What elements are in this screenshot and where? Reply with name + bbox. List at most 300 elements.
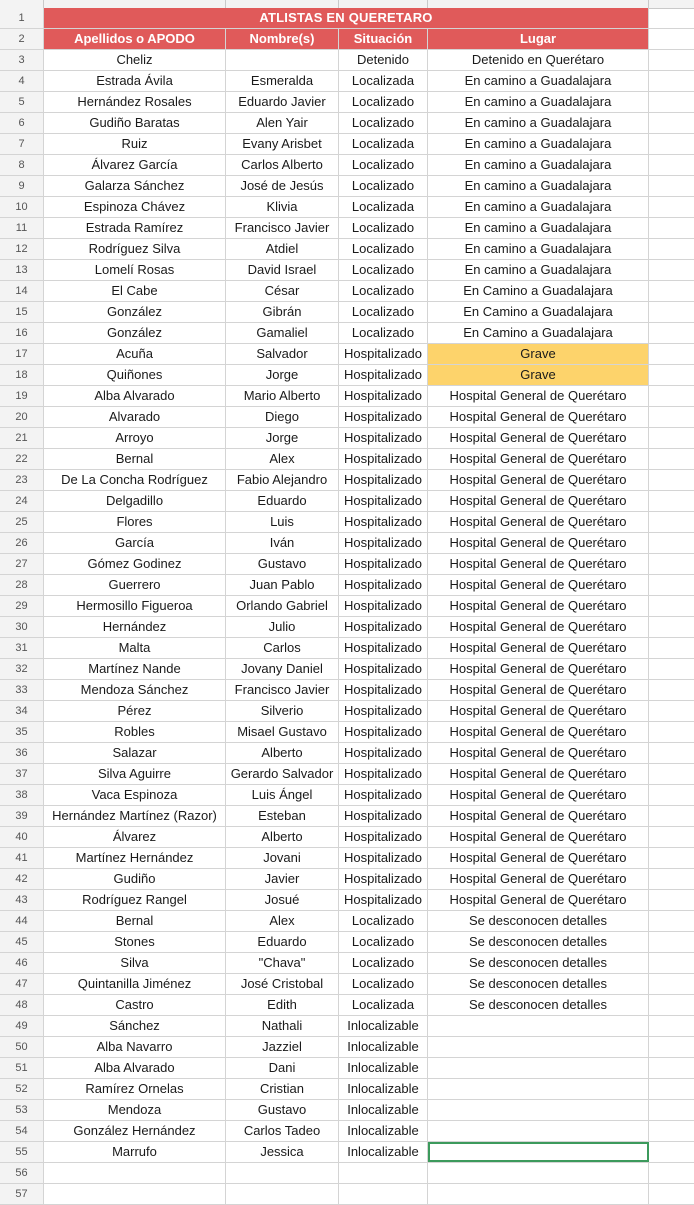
cell-nombre[interactable]: Carlos Alberto xyxy=(226,155,339,175)
cell-empty[interactable] xyxy=(649,533,694,553)
cell-lugar[interactable]: En Camino a Guadalajara xyxy=(428,281,649,301)
cell-apellidos[interactable]: Marrufo xyxy=(44,1142,226,1162)
cell-apellidos[interactable]: Quintanilla Jiménez xyxy=(44,974,226,994)
cell-apellidos[interactable]: Gudiño xyxy=(44,869,226,889)
cell-situacion[interactable]: Localizado xyxy=(339,218,428,238)
cell-empty[interactable] xyxy=(649,911,694,931)
cell-empty[interactable] xyxy=(649,827,694,847)
cell-apellidos[interactable]: Martínez Hernández xyxy=(44,848,226,868)
cell-apellidos[interactable]: González Hernández xyxy=(44,1121,226,1141)
cell-empty[interactable] xyxy=(649,596,694,616)
cell-lugar[interactable]: En camino a Guadalajara xyxy=(428,71,649,91)
cell-situacion[interactable]: Localizado xyxy=(339,302,428,322)
cell-lugar[interactable] xyxy=(428,1079,649,1099)
cell-lugar[interactable] xyxy=(428,1184,649,1204)
cell-situacion[interactable]: Hospitalizado xyxy=(339,869,428,889)
cell-nombre[interactable]: Eduardo Javier xyxy=(226,92,339,112)
row-number[interactable]: 15 xyxy=(0,302,44,322)
cell-situacion[interactable]: Hospitalizado xyxy=(339,449,428,469)
cell-nombre[interactable]: Cristian xyxy=(226,1079,339,1099)
cell-lugar[interactable]: Hospital General de Querétaro xyxy=(428,470,649,490)
row-number[interactable]: 39 xyxy=(0,806,44,826)
cell-lugar[interactable]: Hospital General de Querétaro xyxy=(428,701,649,721)
cell-lugar[interactable]: Hospital General de Querétaro xyxy=(428,806,649,826)
cell-lugar[interactable]: En Camino a Guadalajara xyxy=(428,323,649,343)
row-number[interactable]: 12 xyxy=(0,239,44,259)
cell-empty[interactable] xyxy=(649,176,694,196)
cell-nombre[interactable]: Gerardo Salvador xyxy=(226,764,339,784)
cell-lugar[interactable]: Se desconocen detalles xyxy=(428,932,649,952)
cell-apellidos[interactable]: Estrada Ramírez xyxy=(44,218,226,238)
cell-apellidos[interactable]: Espinoza Chávez xyxy=(44,197,226,217)
cell-nombre[interactable]: Josué xyxy=(226,890,339,910)
cell-apellidos[interactable]: Mendoza Sánchez xyxy=(44,680,226,700)
cell-lugar[interactable]: Se desconocen detalles xyxy=(428,974,649,994)
cell-situacion[interactable]: Inlocalizable xyxy=(339,1037,428,1057)
cell-situacion[interactable]: Hospitalizado xyxy=(339,554,428,574)
cell-apellidos[interactable]: Alvarado xyxy=(44,407,226,427)
cell-situacion[interactable]: Localizada xyxy=(339,995,428,1015)
cell-lugar[interactable]: Se desconocen detalles xyxy=(428,953,649,973)
cell-empty[interactable] xyxy=(649,953,694,973)
cell-lugar[interactable]: Hospital General de Querétaro xyxy=(428,638,649,658)
cell-situacion[interactable]: Hospitalizado xyxy=(339,386,428,406)
cell-nombre[interactable] xyxy=(226,1163,339,1183)
cell-apellidos[interactable]: Gudiño Baratas xyxy=(44,113,226,133)
cell-situacion[interactable]: Localizada xyxy=(339,197,428,217)
cell-lugar[interactable]: Hospital General de Querétaro xyxy=(428,848,649,868)
cell-situacion[interactable]: Hospitalizado xyxy=(339,743,428,763)
cell-apellidos[interactable]: Estrada Ávila xyxy=(44,71,226,91)
row-number[interactable]: 6 xyxy=(0,113,44,133)
row-number[interactable]: 38 xyxy=(0,785,44,805)
row-number[interactable]: 36 xyxy=(0,743,44,763)
cell-empty[interactable] xyxy=(649,995,694,1015)
cell-nombre[interactable]: Fabio Alejandro xyxy=(226,470,339,490)
cell-nombre[interactable]: Eduardo xyxy=(226,932,339,952)
cell-nombre[interactable]: Misael Gustavo xyxy=(226,722,339,742)
cell-empty[interactable] xyxy=(649,386,694,406)
row-number[interactable]: 5 xyxy=(0,92,44,112)
cell-lugar[interactable]: Hospital General de Querétaro xyxy=(428,659,649,679)
cell-nombre[interactable]: César xyxy=(226,281,339,301)
cell-empty[interactable] xyxy=(649,974,694,994)
row-number[interactable]: 46 xyxy=(0,953,44,973)
cell-nombre[interactable]: Alex xyxy=(226,449,339,469)
cell-apellidos[interactable]: Hermosillo Figueroa xyxy=(44,596,226,616)
cell-lugar[interactable]: En Camino a Guadalajara xyxy=(428,302,649,322)
cell-lugar[interactable]: Hospital General de Querétaro xyxy=(428,575,649,595)
cell-nombre[interactable]: Alberto xyxy=(226,827,339,847)
cell-lugar[interactable]: Hospital General de Querétaro xyxy=(428,764,649,784)
cell-lugar[interactable]: En camino a Guadalajara xyxy=(428,197,649,217)
row-number[interactable]: 8 xyxy=(0,155,44,175)
row-number[interactable]: 26 xyxy=(0,533,44,553)
row-number[interactable]: 3 xyxy=(0,50,44,70)
cell-apellidos[interactable]: Alba Alvarado xyxy=(44,1058,226,1078)
cell-apellidos[interactable]: Silva Aguirre xyxy=(44,764,226,784)
cell-empty[interactable] xyxy=(649,617,694,637)
cell-nombre[interactable]: Carlos Tadeo xyxy=(226,1121,339,1141)
cell-lugar[interactable]: Hospital General de Querétaro xyxy=(428,512,649,532)
cell-apellidos[interactable]: Martínez Nande xyxy=(44,659,226,679)
row-number[interactable]: 52 xyxy=(0,1079,44,1099)
cell-apellidos[interactable] xyxy=(44,1163,226,1183)
cell-nombre[interactable]: Javier xyxy=(226,869,339,889)
row-number[interactable]: 42 xyxy=(0,869,44,889)
cell-lugar[interactable]: En camino a Guadalajara xyxy=(428,239,649,259)
cell-empty[interactable] xyxy=(649,134,694,154)
row-number[interactable]: 2 xyxy=(0,29,44,49)
cell-lugar[interactable]: En camino a Guadalajara xyxy=(428,134,649,154)
cell-empty[interactable] xyxy=(649,491,694,511)
cell-empty[interactable] xyxy=(649,1121,694,1141)
cell-apellidos[interactable]: Stones xyxy=(44,932,226,952)
cell-nombre[interactable]: Esmeralda xyxy=(226,71,339,91)
row-number[interactable]: 22 xyxy=(0,449,44,469)
cell-nombre[interactable]: Gustavo xyxy=(226,1100,339,1120)
cell-apellidos[interactable]: Cheliz xyxy=(44,50,226,70)
cell-apellidos[interactable]: Ruiz xyxy=(44,134,226,154)
cell-situacion[interactable]: Inlocalizable xyxy=(339,1142,428,1162)
cell-apellidos[interactable]: Bernal xyxy=(44,449,226,469)
row-number[interactable]: 24 xyxy=(0,491,44,511)
cell-nombre[interactable]: Juan Pablo xyxy=(226,575,339,595)
cell-nombre[interactable]: Mario Alberto xyxy=(226,386,339,406)
cell-nombre[interactable]: Jorge xyxy=(226,428,339,448)
cell-apellidos[interactable]: Álvarez xyxy=(44,827,226,847)
cell-nombre[interactable]: Iván xyxy=(226,533,339,553)
cell-empty[interactable] xyxy=(649,71,694,91)
cell-nombre[interactable]: Julio xyxy=(226,617,339,637)
row-number[interactable]: 56 xyxy=(0,1163,44,1183)
cell-lugar[interactable] xyxy=(428,1142,649,1162)
cell-apellidos[interactable]: Mendoza xyxy=(44,1100,226,1120)
cell-lugar[interactable]: Hospital General de Querétaro xyxy=(428,617,649,637)
cell-situacion[interactable]: Inlocalizable xyxy=(339,1121,428,1141)
cell-nombre[interactable]: Francisco Javier xyxy=(226,680,339,700)
row-number[interactable]: 57 xyxy=(0,1184,44,1204)
cell-empty[interactable] xyxy=(649,785,694,805)
cell-situacion[interactable]: Hospitalizado xyxy=(339,638,428,658)
cell-apellidos[interactable]: Alba Navarro xyxy=(44,1037,226,1057)
cell-apellidos[interactable]: Castro xyxy=(44,995,226,1015)
cell-lugar[interactable]: Hospital General de Querétaro xyxy=(428,386,649,406)
cell-apellidos[interactable]: Vaca Espinoza xyxy=(44,785,226,805)
cell-situacion[interactable]: Hospitalizado xyxy=(339,428,428,448)
cell-nombre[interactable]: Gibrán xyxy=(226,302,339,322)
column-header-c[interactable] xyxy=(339,0,428,8)
cell-lugar[interactable]: Hospital General de Querétaro xyxy=(428,449,649,469)
cell-apellidos[interactable]: Arroyo xyxy=(44,428,226,448)
cell-situacion[interactable]: Localizado xyxy=(339,281,428,301)
cell-situacion[interactable]: Inlocalizable xyxy=(339,1058,428,1078)
cell-situacion[interactable]: Inlocalizable xyxy=(339,1079,428,1099)
row-number[interactable]: 29 xyxy=(0,596,44,616)
cell-apellidos[interactable]: González xyxy=(44,302,226,322)
cell-apellidos[interactable]: Quiñones xyxy=(44,365,226,385)
cell-lugar[interactable]: Detenido en Querétaro xyxy=(428,50,649,70)
cell-situacion[interactable] xyxy=(339,1184,428,1204)
cell-apellidos[interactable]: Hernández Rosales xyxy=(44,92,226,112)
cell-apellidos[interactable]: Delgadillo xyxy=(44,491,226,511)
row-number[interactable]: 34 xyxy=(0,701,44,721)
cell-nombre[interactable] xyxy=(226,1184,339,1204)
cell-empty[interactable] xyxy=(649,407,694,427)
cell-empty[interactable] xyxy=(649,239,694,259)
cell-situacion[interactable]: Localizado xyxy=(339,176,428,196)
cell-empty[interactable] xyxy=(649,113,694,133)
cell-nombre[interactable]: José de Jesús xyxy=(226,176,339,196)
cell-empty[interactable] xyxy=(649,1100,694,1120)
cell-empty[interactable] xyxy=(649,449,694,469)
cell-nombre[interactable]: Alberto xyxy=(226,743,339,763)
row-number[interactable]: 4 xyxy=(0,71,44,91)
cell-empty[interactable] xyxy=(649,260,694,280)
cell-situacion[interactable]: Hospitalizado xyxy=(339,848,428,868)
cell-nombre[interactable]: Nathali xyxy=(226,1016,339,1036)
cell-apellidos[interactable]: Malta xyxy=(44,638,226,658)
row-number[interactable]: 13 xyxy=(0,260,44,280)
cell-lugar[interactable]: Hospital General de Querétaro xyxy=(428,890,649,910)
cell-nombre[interactable]: Silverio xyxy=(226,701,339,721)
cell-lugar[interactable]: Hospital General de Querétaro xyxy=(428,407,649,427)
cell-situacion[interactable]: Hospitalizado xyxy=(339,785,428,805)
cell-lugar[interactable]: Hospital General de Querétaro xyxy=(428,554,649,574)
cell-situacion[interactable]: Localizada xyxy=(339,134,428,154)
cell-apellidos[interactable]: De La Concha Rodríguez xyxy=(44,470,226,490)
cell-lugar[interactable] xyxy=(428,1016,649,1036)
column-header-e[interactable] xyxy=(649,0,694,8)
cell-situacion[interactable]: Inlocalizable xyxy=(339,1016,428,1036)
row-number[interactable]: 21 xyxy=(0,428,44,448)
cell-lugar[interactable]: En camino a Guadalajara xyxy=(428,260,649,280)
row-number[interactable]: 50 xyxy=(0,1037,44,1057)
cell-empty[interactable] xyxy=(649,323,694,343)
cell-empty[interactable] xyxy=(649,638,694,658)
cell-empty[interactable] xyxy=(649,197,694,217)
cell-situacion[interactable]: Hospitalizado xyxy=(339,890,428,910)
row-number[interactable]: 48 xyxy=(0,995,44,1015)
cell-empty[interactable] xyxy=(649,701,694,721)
cell-situacion[interactable]: Localizado xyxy=(339,260,428,280)
cell-lugar[interactable] xyxy=(428,1058,649,1078)
cell-apellidos[interactable]: Alba Alvarado xyxy=(44,386,226,406)
row-number[interactable]: 17 xyxy=(0,344,44,364)
cell-empty[interactable] xyxy=(649,680,694,700)
row-number[interactable]: 1 xyxy=(0,8,44,28)
cell-situacion[interactable]: Hospitalizado xyxy=(339,722,428,742)
cell-lugar[interactable]: Se desconocen detalles xyxy=(428,911,649,931)
cell-apellidos[interactable]: Galarza Sánchez xyxy=(44,176,226,196)
row-number[interactable]: 53 xyxy=(0,1100,44,1120)
cell-nombre[interactable]: Luis xyxy=(226,512,339,532)
cell-lugar[interactable]: Hospital General de Querétaro xyxy=(428,743,649,763)
cell-empty[interactable] xyxy=(649,743,694,763)
cell-apellidos[interactable] xyxy=(44,1184,226,1204)
row-number[interactable]: 33 xyxy=(0,680,44,700)
row-number[interactable]: 11 xyxy=(0,218,44,238)
cell-situacion[interactable]: Localizado xyxy=(339,974,428,994)
cell-empty[interactable] xyxy=(649,218,694,238)
row-number[interactable]: 37 xyxy=(0,764,44,784)
cell-empty[interactable] xyxy=(649,512,694,532)
cell-apellidos[interactable]: Robles xyxy=(44,722,226,742)
cell-apellidos[interactable]: Guerrero xyxy=(44,575,226,595)
row-number[interactable]: 41 xyxy=(0,848,44,868)
cell-lugar[interactable]: Hospital General de Querétaro xyxy=(428,785,649,805)
cell-lugar[interactable]: En camino a Guadalajara xyxy=(428,113,649,133)
cell-nombre[interactable]: Jovany Daniel xyxy=(226,659,339,679)
row-number[interactable]: 18 xyxy=(0,365,44,385)
cell-situacion[interactable]: Localizado xyxy=(339,953,428,973)
row-number[interactable]: 40 xyxy=(0,827,44,847)
cell-empty[interactable] xyxy=(649,344,694,364)
cell-nombre[interactable]: Gamaliel xyxy=(226,323,339,343)
cell-situacion[interactable]: Localizado xyxy=(339,911,428,931)
cell-lugar[interactable]: En camino a Guadalajara xyxy=(428,176,649,196)
cell-apellidos[interactable]: Bernal xyxy=(44,911,226,931)
header-situacion[interactable]: Situación xyxy=(339,29,428,49)
cell-empty[interactable] xyxy=(649,155,694,175)
cell-empty[interactable] xyxy=(649,29,694,49)
row-number[interactable]: 25 xyxy=(0,512,44,532)
cell-nombre[interactable]: Jovani xyxy=(226,848,339,868)
row-number[interactable]: 55 xyxy=(0,1142,44,1162)
cell-empty[interactable] xyxy=(649,1163,694,1183)
cell-nombre[interactable]: José Cristobal xyxy=(226,974,339,994)
cell-situacion[interactable]: Localizado xyxy=(339,155,428,175)
row-number[interactable]: 45 xyxy=(0,932,44,952)
cell-lugar[interactable] xyxy=(428,1121,649,1141)
cell-situacion[interactable]: Localizado xyxy=(339,92,428,112)
cell-empty[interactable] xyxy=(649,890,694,910)
cell-nombre[interactable]: "Chava" xyxy=(226,953,339,973)
row-number[interactable]: 35 xyxy=(0,722,44,742)
cell-lugar[interactable]: Hospital General de Querétaro xyxy=(428,491,649,511)
cell-lugar[interactable]: Hospital General de Querétaro xyxy=(428,533,649,553)
cell-situacion[interactable]: Hospitalizado xyxy=(339,764,428,784)
row-number[interactable]: 43 xyxy=(0,890,44,910)
sheet-title[interactable]: ATLISTAS EN QUERETARO xyxy=(44,8,649,28)
cell-empty[interactable] xyxy=(649,806,694,826)
cell-empty[interactable] xyxy=(649,50,694,70)
cell-nombre[interactable]: Jorge xyxy=(226,365,339,385)
cell-situacion[interactable]: Hospitalizado xyxy=(339,806,428,826)
row-number[interactable]: 28 xyxy=(0,575,44,595)
cell-empty[interactable] xyxy=(649,554,694,574)
column-header-a[interactable] xyxy=(44,0,226,8)
row-number[interactable]: 16 xyxy=(0,323,44,343)
cell-apellidos[interactable]: Lomelí Rosas xyxy=(44,260,226,280)
cell-apellidos[interactable]: Salazar xyxy=(44,743,226,763)
row-number[interactable]: 23 xyxy=(0,470,44,490)
cell-nombre[interactable]: Jazziel xyxy=(226,1037,339,1057)
select-all-corner[interactable] xyxy=(0,0,44,8)
cell-nombre[interactable]: Salvador xyxy=(226,344,339,364)
cell-apellidos[interactable]: Álvarez García xyxy=(44,155,226,175)
cell-empty[interactable] xyxy=(649,428,694,448)
cell-nombre[interactable]: Evany Arisbet xyxy=(226,134,339,154)
cell-nombre[interactable]: Gustavo xyxy=(226,554,339,574)
cell-situacion[interactable]: Hospitalizado xyxy=(339,596,428,616)
cell-empty[interactable] xyxy=(649,1184,694,1204)
cell-empty[interactable] xyxy=(649,1058,694,1078)
cell-situacion[interactable]: Hospitalizado xyxy=(339,575,428,595)
cell-apellidos[interactable]: Sánchez xyxy=(44,1016,226,1036)
cell-lugar[interactable]: En camino a Guadalajara xyxy=(428,155,649,175)
cell-nombre[interactable]: David Israel xyxy=(226,260,339,280)
header-lugar[interactable]: Lugar xyxy=(428,29,649,49)
cell-situacion[interactable]: Hospitalizado xyxy=(339,659,428,679)
cell-apellidos[interactable]: García xyxy=(44,533,226,553)
cell-nombre[interactable]: Esteban xyxy=(226,806,339,826)
cell-empty[interactable] xyxy=(649,302,694,322)
cell-situacion[interactable] xyxy=(339,1163,428,1183)
cell-lugar[interactable]: Hospital General de Querétaro xyxy=(428,869,649,889)
cell-lugar[interactable] xyxy=(428,1037,649,1057)
cell-situacion[interactable]: Hospitalizado xyxy=(339,827,428,847)
row-number[interactable]: 20 xyxy=(0,407,44,427)
cell-apellidos[interactable]: Pérez xyxy=(44,701,226,721)
cell-lugar[interactable] xyxy=(428,1163,649,1183)
cell-nombre[interactable]: Edith xyxy=(226,995,339,1015)
row-number[interactable]: 27 xyxy=(0,554,44,574)
cell-nombre[interactable]: Dani xyxy=(226,1058,339,1078)
row-number[interactable]: 51 xyxy=(0,1058,44,1078)
row-number[interactable]: 31 xyxy=(0,638,44,658)
row-number[interactable]: 47 xyxy=(0,974,44,994)
cell-empty[interactable] xyxy=(649,470,694,490)
row-number[interactable]: 7 xyxy=(0,134,44,154)
column-header-d[interactable] xyxy=(428,0,649,8)
cell-situacion[interactable]: Localizado xyxy=(339,323,428,343)
cell-empty[interactable] xyxy=(649,1079,694,1099)
cell-situacion[interactable]: Hospitalizado xyxy=(339,491,428,511)
cell-apellidos[interactable]: Hernández Martínez (Razor) xyxy=(44,806,226,826)
cell-lugar[interactable]: Grave xyxy=(428,344,649,364)
cell-lugar[interactable]: Hospital General de Querétaro xyxy=(428,596,649,616)
header-apellidos[interactable]: Apellidos o APODO xyxy=(44,29,226,49)
cell-apellidos[interactable]: Rodríguez Rangel xyxy=(44,890,226,910)
cell-lugar[interactable]: En camino a Guadalajara xyxy=(428,92,649,112)
cell-lugar[interactable]: Hospital General de Querétaro xyxy=(428,680,649,700)
cell-apellidos[interactable]: El Cabe xyxy=(44,281,226,301)
cell-situacion[interactable]: Detenido xyxy=(339,50,428,70)
cell-nombre[interactable]: Carlos xyxy=(226,638,339,658)
cell-empty[interactable] xyxy=(649,8,694,28)
cell-nombre[interactable]: Klivia xyxy=(226,197,339,217)
column-header-b[interactable] xyxy=(226,0,339,8)
cell-situacion[interactable]: Hospitalizado xyxy=(339,512,428,532)
cell-lugar[interactable]: Hospital General de Querétaro xyxy=(428,428,649,448)
cell-nombre[interactable]: Orlando Gabriel xyxy=(226,596,339,616)
cell-apellidos[interactable]: Acuña xyxy=(44,344,226,364)
cell-empty[interactable] xyxy=(649,281,694,301)
cell-nombre[interactable]: Atdiel xyxy=(226,239,339,259)
cell-nombre[interactable]: Francisco Javier xyxy=(226,218,339,238)
cell-empty[interactable] xyxy=(649,659,694,679)
cell-empty[interactable] xyxy=(649,365,694,385)
cell-nombre[interactable]: Alex xyxy=(226,911,339,931)
cell-lugar[interactable]: Hospital General de Querétaro xyxy=(428,722,649,742)
cell-nombre[interactable]: Luis Ángel xyxy=(226,785,339,805)
cell-nombre[interactable] xyxy=(226,50,339,70)
row-number[interactable]: 54 xyxy=(0,1121,44,1141)
cell-situacion[interactable]: Inlocalizable xyxy=(339,1100,428,1120)
cell-nombre[interactable]: Alen Yair xyxy=(226,113,339,133)
cell-empty[interactable] xyxy=(649,1016,694,1036)
